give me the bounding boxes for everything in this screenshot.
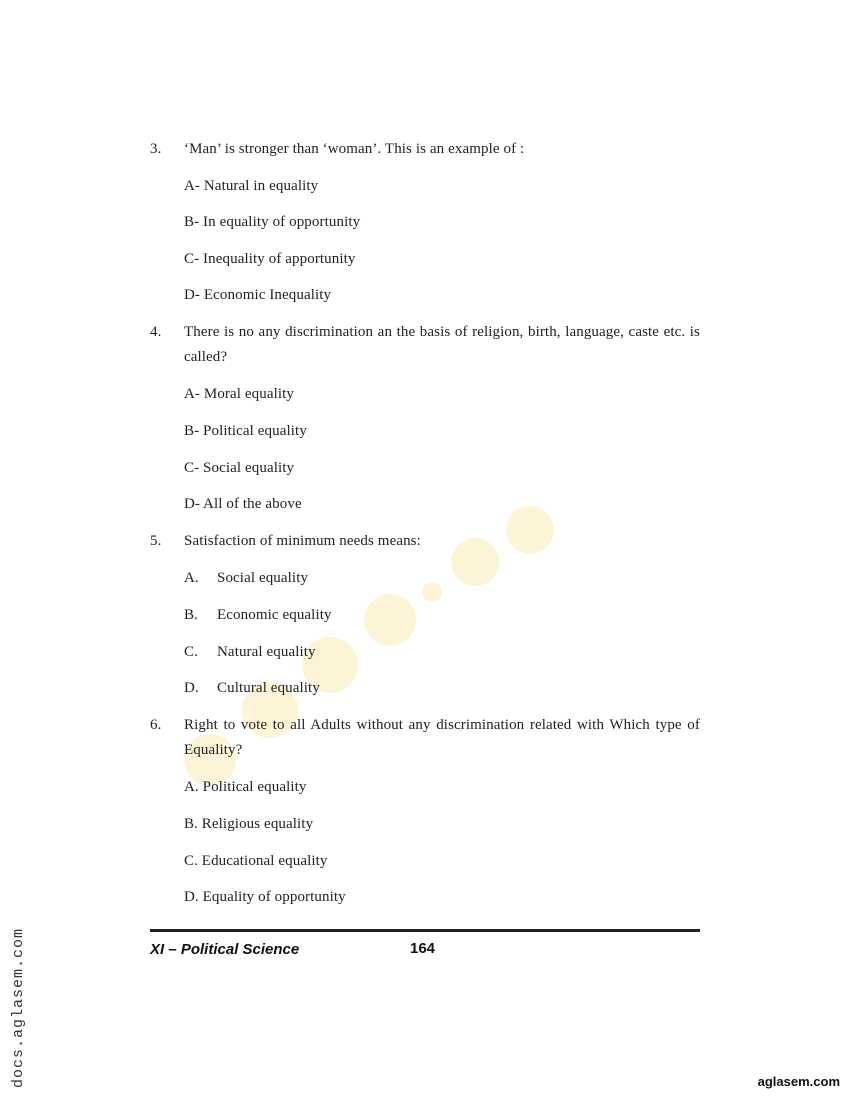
option-text: Cultural equality	[217, 680, 320, 696]
option: C- Inequality of apportunity	[184, 251, 356, 267]
page-number: 164	[410, 940, 436, 957]
option	[184, 606, 332, 624]
question-text: Satisfaction of minimum needs means:	[184, 533, 421, 549]
question-number: 3.	[150, 141, 162, 157]
option-letter: A.	[184, 570, 199, 586]
option-text: Economic equality	[217, 607, 332, 623]
option: D- Economic Inequality	[184, 287, 332, 303]
question-text: ‘Man’ is stronger than ‘woman’. This is an example of :	[184, 141, 525, 157]
question-text: Right to vote to all Adults without any discrimination related with Which type of Equality?	[184, 717, 700, 758]
option: A- Moral equality	[184, 386, 295, 402]
option-letter: B.	[184, 607, 198, 623]
option	[184, 569, 308, 587]
option: A- Natural in equality	[184, 178, 319, 194]
option-letter: C.	[184, 644, 198, 660]
option-text: Natural equality	[217, 644, 316, 660]
footer-subject: XI – Political Science	[150, 941, 300, 958]
option: B. Religious equality	[184, 816, 314, 832]
question-text: There is no any discrimination an the basis of religion, birth, language, caste etc. is called?	[184, 324, 700, 365]
question-number: 6.	[150, 717, 162, 733]
question-number: 5.	[150, 533, 162, 549]
footer-rule	[150, 929, 700, 932]
question-number: 4.	[150, 324, 162, 340]
option	[184, 679, 320, 697]
option: A. Political equality	[184, 779, 307, 795]
option	[184, 643, 316, 661]
option: B- In equality of opportunity	[184, 214, 361, 230]
option-text: Social equality	[217, 570, 309, 586]
option: C- Social equality	[184, 460, 295, 476]
option: C. Educational equality	[184, 853, 328, 869]
option: B- Political equality	[184, 423, 307, 439]
side-url: docs.aglasem.com	[10, 927, 27, 1088]
option: D- All of the above	[184, 496, 302, 512]
option-letter: D.	[184, 680, 199, 696]
brand-text: aglasem.com	[757, 1074, 840, 1089]
option: D. Equality of opportunity	[184, 889, 346, 905]
